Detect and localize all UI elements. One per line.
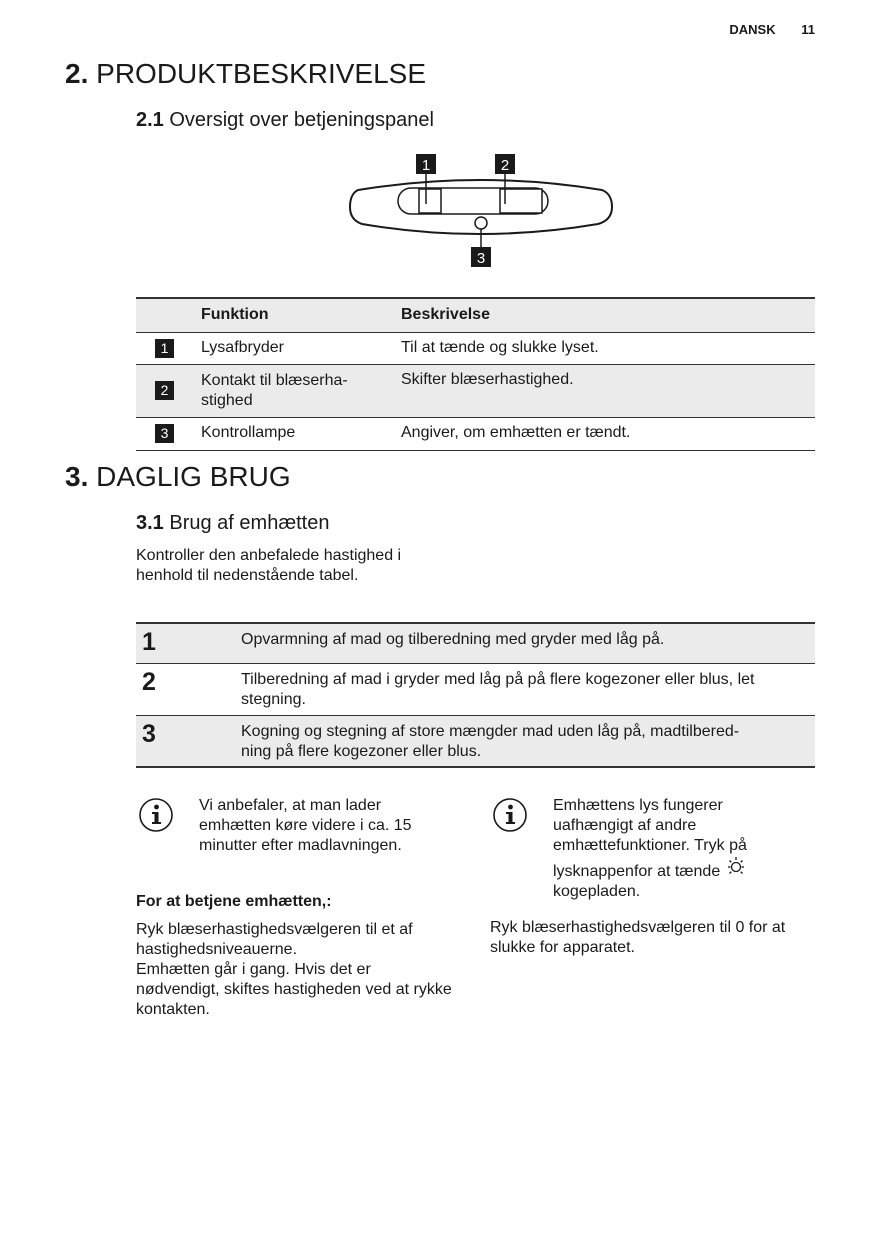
speed-description: Tilberedning af mad i gryder med låg på på flere kogezoner eller blus, let stegning. — [241, 670, 755, 708]
section-3-1-heading — [136, 512, 329, 535]
control-panel-diagram — [340, 152, 630, 272]
table-row — [136, 663, 815, 715]
indicator-lamp — [475, 217, 487, 229]
speed-level: 3 — [142, 719, 156, 748]
table-cell-description: Til at tænde og slukke lyset. — [401, 338, 599, 356]
switch-off-paragraph: Ryk blæserhastighedsvælgeren til 0 for at slukke for apparatet. — [490, 919, 786, 956]
section-3-number: 3. — [65, 461, 89, 492]
table-cell-function: Kontrollampe — [201, 423, 296, 441]
table-cell-description: Skifter blæserhastighed. — [401, 370, 574, 388]
speed-table — [136, 622, 815, 768]
info-note-right-text: Emhættens lys fungerer uafhængigt af andre emhættefunktioner. Tryk på lysknappenfor at tænde — [553, 797, 747, 880]
operate-paragraph-2: Emhætten går i gang. Hvis det er nødvendigt, skiftes hastigheden ved at rykke kontakten. — [136, 961, 452, 1018]
table-row — [136, 332, 815, 364]
section-3-title: DAGLIG BRUG — [96, 461, 291, 492]
table-cell-num — [136, 364, 201, 417]
row-number-badge: 3 — [155, 424, 174, 443]
speed-description: Opvarmning af mad og tilberedning med gryder med låg på. — [241, 631, 665, 648]
table-header-num — [136, 298, 201, 332]
table-cell-num — [136, 332, 201, 364]
table-header-description: Beskrivelse — [401, 306, 490, 323]
speed-level: 2 — [142, 667, 156, 696]
callout-2-label: 2 — [500, 157, 510, 174]
info-note-right-end: kogepladen. — [553, 883, 641, 900]
table-cell-function: Lysafbryder — [201, 338, 284, 356]
table-cell-description: Angiver, om emhætten er tændt. — [401, 423, 631, 441]
section-2-1-number: 2.1 — [136, 109, 164, 131]
operate-paragraph-1: Ryk blæserhastighedsvælgeren til et af hastighedsniveauerne. — [136, 921, 413, 958]
section-2-heading — [65, 58, 426, 90]
table-header-function: Funktion — [201, 306, 269, 323]
section-2-title: PRODUKTBESKRIVELSE — [96, 58, 427, 89]
table-row — [136, 715, 815, 767]
row-number-badge: 1 — [155, 339, 174, 358]
language-label: DANSK — [729, 22, 776, 37]
table-row — [136, 417, 815, 450]
info-icon — [138, 797, 174, 833]
section-3-1-number: 3.1 — [136, 512, 164, 534]
table-cell-num — [136, 417, 201, 450]
row-number-badge: 2 — [155, 381, 174, 400]
speed-description: Kogning og stegning af store mængder mad uden låg på, madtilbered- ning på flere kogezoner eller blus. — [241, 722, 740, 760]
table-cell-function: Kontakt til blæserha- stighed — [201, 371, 348, 409]
page-number: 11 — [801, 22, 815, 37]
callout-3-label: 3 — [476, 250, 486, 267]
panel-function-table — [136, 297, 815, 451]
section-2-number: 2. — [65, 58, 89, 89]
section-3-intro: Kontroller den anbefalede hastighed i henhold til nedenstående tabel. — [136, 547, 402, 584]
page-header — [729, 22, 815, 37]
table-header-row — [136, 298, 815, 332]
fan-speed-switch — [500, 189, 542, 213]
table-row — [136, 623, 815, 663]
section-2-1-heading — [136, 109, 434, 132]
section-3-heading — [65, 461, 291, 493]
callout-1-label: 1 — [421, 157, 431, 174]
speed-level: 1 — [142, 628, 156, 656]
info-note-right — [553, 796, 785, 902]
light-bulb-icon — [725, 856, 747, 878]
section-3-1-title: Brug af emhætten — [169, 512, 330, 534]
light-switch — [419, 189, 441, 213]
section-2-1-title: Oversigt over betjeningspanel — [169, 109, 434, 131]
info-icon — [492, 797, 528, 833]
info-note-left: Vi anbefaler, at man lader emhætten køre videre i ca. 15 minutter efter madlavningen. — [199, 797, 412, 854]
operate-heading: For at betjene emhætten,: — [136, 893, 332, 910]
table-row — [136, 364, 815, 417]
